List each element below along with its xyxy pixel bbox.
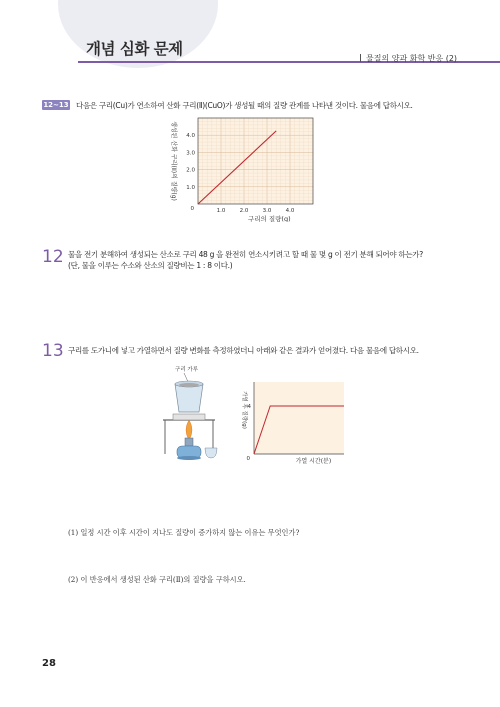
question-range-badge: 12~13 (43, 101, 69, 109)
question-12-text (68, 249, 423, 271)
question-13-sub2: (2) 이 반응에서 생성된 산화 구리(Ⅱ)의 질량을 구하시오. (68, 575, 246, 584)
chart2-x-axis-label: 가열 시간(분) (295, 458, 332, 465)
chart1-x-tick-label: 3.0 (262, 208, 272, 214)
chart1-x-tick-label: 1.0 (216, 208, 226, 214)
page-title: 개념 심화 문제 (86, 40, 183, 58)
chart1-y-axis-label-group (170, 121, 178, 201)
chart1-plot-area (198, 118, 313, 204)
page-header (0, 0, 500, 76)
chart1-y-tick-label: 1.0 (186, 184, 195, 191)
chart1-x-tick-label: 2.0 (239, 208, 249, 214)
chart1-x-tick-label: 4.0 (285, 208, 295, 214)
page-number: 28 (42, 658, 56, 669)
mass-relation-chart (150, 112, 340, 222)
heating-mass-chart (232, 378, 354, 468)
chart1-y-tick-label: 3.0 (186, 150, 195, 157)
question-13-sub1: (1) 일정 시간 이후 시간이 지나도 질량이 증가하지 않는 이유는 무엇인가? (68, 528, 300, 537)
chart2-y-tick-label: 4 (247, 404, 251, 410)
crucible-icon (175, 384, 203, 412)
chart2-y-axis-label-group (241, 391, 249, 429)
flame-icon (186, 420, 192, 440)
question-12-line2: (단, 물을 이루는 수소와 산소의 질량비는 1 : 8 이다.) (68, 261, 233, 270)
question-number-12: 12 (42, 247, 64, 267)
chart2-plot-area (254, 382, 344, 454)
apparatus-label: 구리 가루 (175, 367, 199, 373)
chart2-origin-label: 0 (246, 456, 250, 462)
chart1-y-tick-label: 4.0 (186, 133, 195, 140)
chart1-y-axis-label: 생성된 산화 구리(Ⅱ)의 질량(g) (170, 121, 177, 201)
question-intro: 다음은 구리(Cu)가 연소하여 산화 구리(Ⅱ)(CuO)가 생성될 때의 질량 관계를 나타낸 것이다. 물음에 답하시오. (76, 101, 413, 110)
heating-apparatus-illustration (155, 362, 225, 470)
question-13-text: 구리를 도가니에 넣고 가열하면서 질량 변화를 측정하였더니 아래와 같은 결과가 얻어졌다. 다음 물음에 답하시오. (68, 346, 419, 355)
question-12-line1: 물을 전기 분해하여 생성되는 산소로 구리 48 g 을 완전히 연소시키려고 할 때 물 몇 g 이 전기 분해 되어야 하는가? (68, 250, 423, 259)
chart1-x-axis-label: 구리의 질량(g) (247, 215, 291, 222)
section-divider (360, 54, 361, 62)
chart1-origin-label: 0 (190, 206, 194, 212)
question-number-13: 13 (42, 341, 64, 361)
chart1-y-tick-label: 2.0 (186, 167, 195, 174)
chart2-y-axis-label: 가열 후 질량(g) (241, 391, 247, 429)
section-title: 물질의 양과 화학 반응 (2) (366, 54, 458, 63)
